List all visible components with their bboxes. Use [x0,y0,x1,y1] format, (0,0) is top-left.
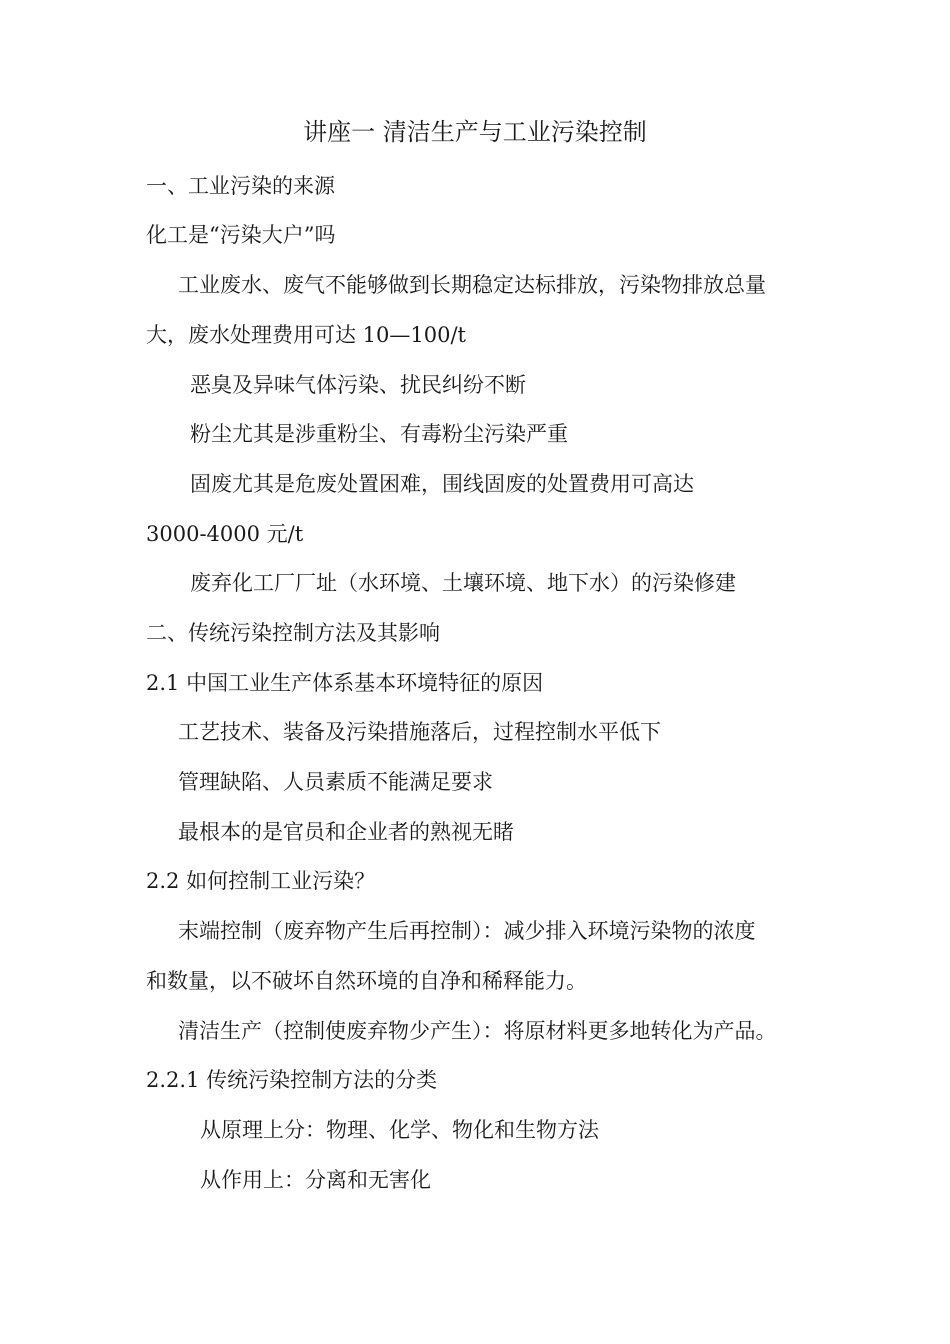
paragraph-line: 最根本的是官员和企业者的熟视无睹 [178,820,514,844]
paragraph-line: 从原理上分：物理、化学、物化和生物方法 [200,1118,599,1142]
paragraph-line: 工艺技术、装备及污染措施落后，过程控制水平低下 [178,720,661,744]
paragraph-line: 恶臭及异味气体污染、扰民纠纷不断 [190,373,526,397]
paragraph-line: 管理缺陷、人员素质不能满足要求 [178,770,493,794]
subheading: 2.1 中国工业生产体系基本环境特征的原因 [146,671,544,695]
document-title: 讲座一 清洁生产与工业污染控制 [303,118,647,146]
paragraph-line: 和数量，以不破坏自然环境的自净和稀释能力。 [146,969,587,993]
paragraph-line: 末端控制（废弃物产生后再控制）：减少排入环境污染物的浓度 [178,919,756,943]
paragraph-line: 固废尤其是危废处置困难，围线固废的处置费用可高达 [190,472,694,496]
paragraph-line: 3000-4000 元/t [146,522,304,546]
paragraph-line: 废弃化工厂厂址（水环境、土壤环境、地下水）的污染修建 [190,571,736,595]
paragraph-line: 粉尘尤其是涉重粉尘、有毒粉尘污染严重 [190,422,568,446]
subheading: 化工是“污染大户”吗 [146,223,336,247]
paragraph-line: 工业废水、废气不能够做到长期稳定达标排放，污染物排放总量 [178,273,766,297]
section-heading-1: 一、工业污染的来源 [146,174,335,198]
subheading: 2.2 如何控制工业污染？ [146,869,376,893]
section-heading-2: 二、传统污染控制方法及其影响 [146,621,440,645]
subheading: 2.2.1 传统污染控制方法的分类 [146,1068,438,1092]
paragraph-line: 从作用上：分离和无害化 [200,1168,431,1192]
paragraph-line: 清洁生产（控制使废弃物少产生）：将原材料更多地转化为产品。 [178,1019,777,1043]
paragraph-line: 大，废水处理费用可达 10—100/t [146,323,466,347]
